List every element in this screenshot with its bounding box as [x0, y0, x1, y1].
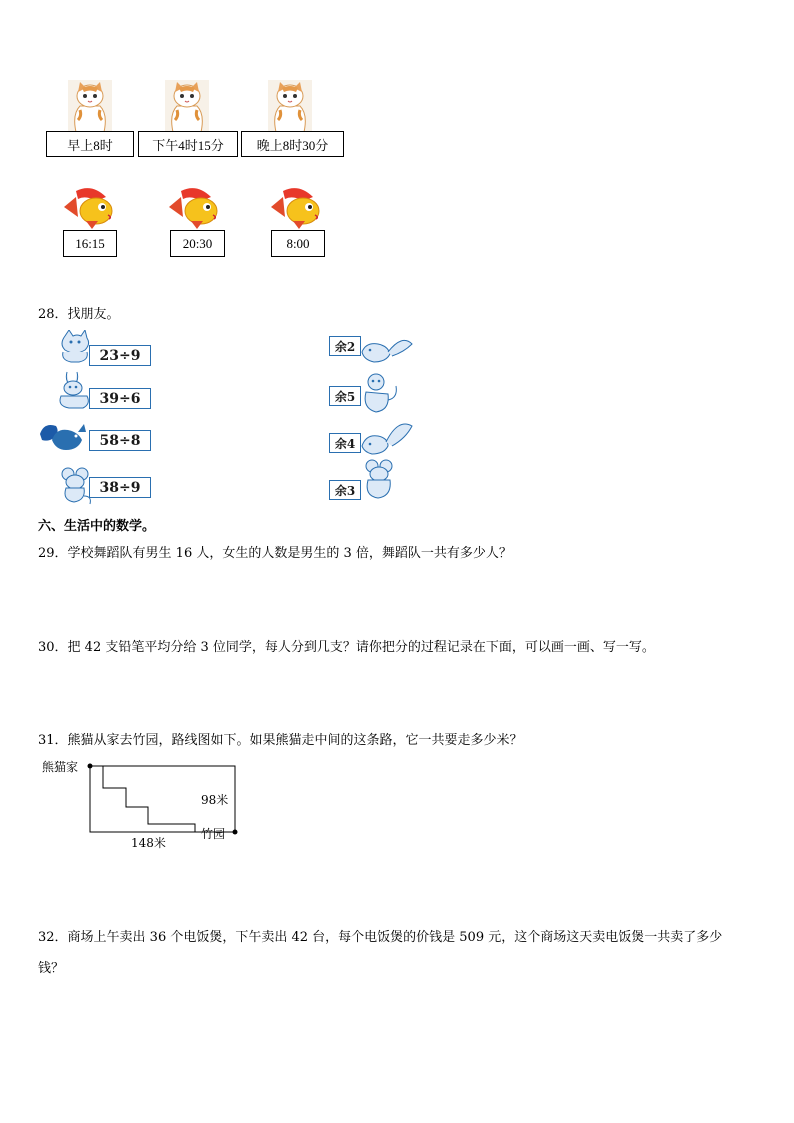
- width-label: 148米: [131, 836, 166, 850]
- panda-home-label: 熊猫家: [42, 760, 79, 774]
- cat-time-label-2: 下午4时15分: [138, 131, 238, 157]
- fish-time-label-3: 8:00: [271, 230, 325, 257]
- remainder-box-4: 余3: [329, 480, 361, 500]
- remainder-box-1: 余2: [329, 336, 361, 356]
- division-expression-2: 39÷6: [89, 388, 151, 409]
- cat-sketch-icon: [57, 330, 93, 368]
- fish-time-label-1: 16:15: [63, 230, 117, 257]
- fish-icon: [269, 187, 325, 231]
- section-6-heading: 六、生活中的数学。: [38, 519, 156, 534]
- question-28: 28．找朋友。: [38, 307, 120, 322]
- squirrel-sketch-icon: [38, 420, 94, 458]
- cat-picture-2: [165, 80, 209, 132]
- division-expression-1: 23÷9: [89, 345, 151, 366]
- fish-icon: [62, 187, 118, 231]
- bamboo-garden-label: 竹园: [201, 827, 226, 841]
- question-32-line-1: 32．商场上午卖出 36 个电饭煲，下午卖出 42 台，每个电饭煲的价钱是 509 元，这个商场这天卖电饭煲一共卖了多少: [38, 930, 723, 945]
- cat-picture-1: [68, 80, 112, 132]
- division-expression-3: 58÷8: [89, 430, 151, 451]
- monkey-sketch-icon: [360, 372, 400, 418]
- question-31: 31．熊猫从家去竹园，路线图如下。如果熊猫走中间的这条路，它一共要走多少米？: [38, 733, 523, 748]
- cat-icon: [68, 80, 112, 132]
- rabbit-sketch-icon: [55, 370, 93, 414]
- cat-picture-3: [268, 80, 312, 132]
- squirrel-outline-icon-2: [358, 416, 414, 460]
- division-expression-4: 38÷9: [89, 477, 151, 498]
- cat-icon: [268, 80, 312, 132]
- fish-time-label-2: 20:30: [170, 230, 225, 257]
- cat-icon: [165, 80, 209, 132]
- remainder-box-2: 余5: [329, 386, 361, 406]
- mouse-outline-icon: [360, 458, 400, 506]
- cat-time-label-1: 早上8时: [46, 131, 134, 157]
- fish-picture-3: [269, 187, 325, 231]
- squirrel-outline-icon: [358, 330, 414, 368]
- height-label: 98米: [201, 793, 229, 807]
- fish-icon: [167, 187, 223, 231]
- fish-picture-1: [62, 187, 118, 231]
- cat-time-label-3: 晚上8时30分: [241, 131, 344, 157]
- fish-picture-2: [167, 187, 223, 231]
- remainder-box-3: 余4: [329, 433, 361, 453]
- question-29: 29．学校舞蹈队有男生 16 人，女生的人数是男生的 3 倍，舞蹈队一共有多少人？: [38, 546, 512, 561]
- question-30: 30．把 42 支铅笔平均分给 3 位同学，每人分到几支？请你把分的过程记录在下面，可以画一画、写一写。: [38, 640, 655, 655]
- question-32-line-2: 钱？: [38, 961, 65, 976]
